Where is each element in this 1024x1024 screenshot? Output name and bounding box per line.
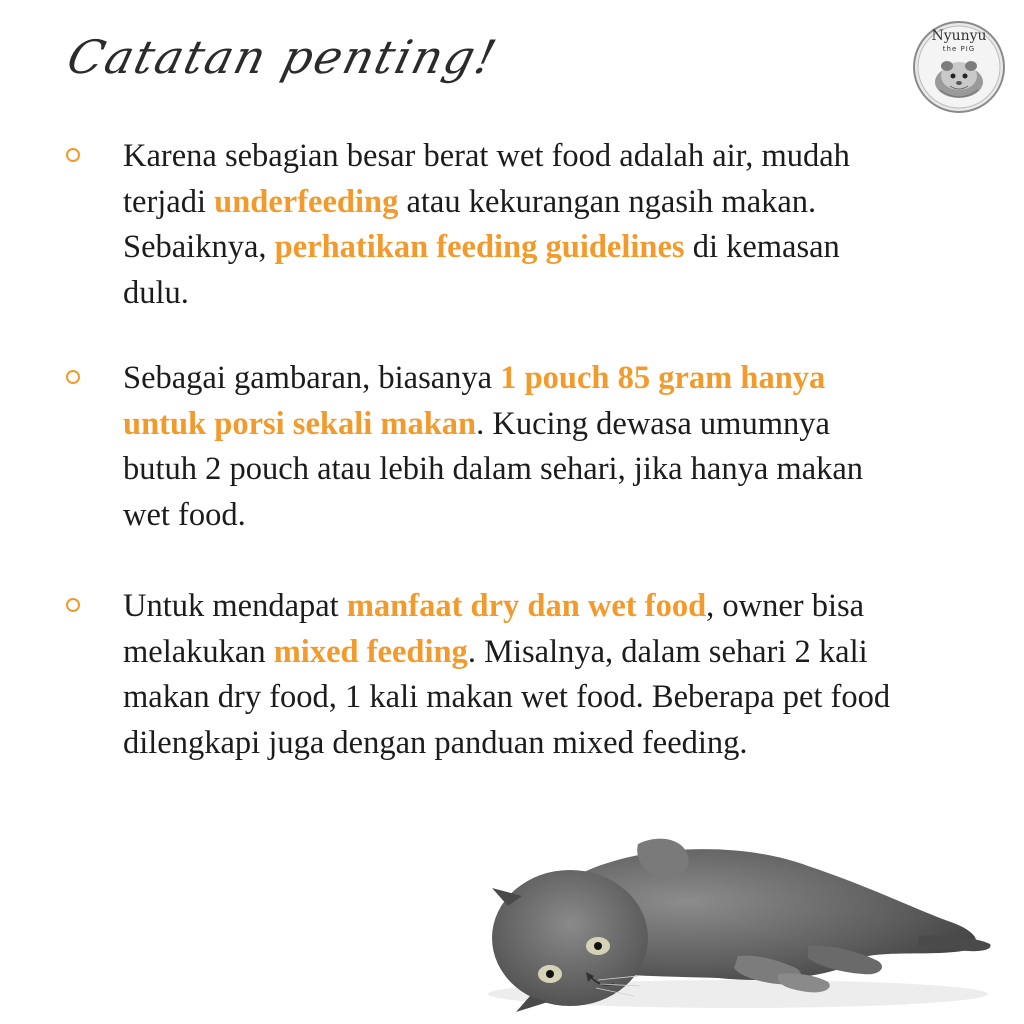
circle-outline-icon	[66, 370, 80, 384]
highlight-segment: 1 pouch 85 gram hanya untuk porsi sekali makan	[123, 360, 826, 442]
text-segment: Karena sebagian besar berat wet food adalah air, mudah terjadi	[123, 138, 850, 220]
highlight-segment: underfeeding	[214, 183, 399, 220]
bullet-text	[123, 584, 903, 766]
text-segment: Untuk mendapat	[123, 588, 347, 624]
circle-outline-icon	[66, 148, 80, 162]
page-title: Catatan penting!	[62, 30, 504, 84]
text-segment: , owner bisa melakukan	[123, 588, 865, 670]
circle-outline-icon	[66, 598, 80, 612]
text-segment: di kemasan dulu.	[123, 229, 840, 311]
bullet-text	[123, 134, 903, 316]
text-segment: Sebagai gambaran, biasanya	[123, 360, 501, 396]
text-segment: . Kucing dewasa umumnya butuh 2 pouch atau lebih dalam sehari, jika hanya makan wet food.	[123, 405, 864, 533]
cat-lying-photo	[478, 826, 998, 1016]
highlight-segment: mixed feeding	[273, 633, 468, 670]
highlight-segment: perhatikan feeding guidelines	[274, 229, 685, 265]
text-segment: . Misalnya, dalam sehari 2 kali makan dry food, 1 kali makan wet food. Beberapa pet food dilengkapi juga dengan panduan mixed feeding.	[123, 633, 891, 761]
bullet-text	[123, 356, 903, 538]
text-segment: atau kekurangan ngasih makan. Sebaiknya,	[123, 183, 817, 265]
highlight-segment: manfaat dry dan wet food	[346, 588, 707, 624]
brand-logo	[912, 20, 1006, 114]
logo-name: Nyunyu	[931, 28, 987, 44]
logo-subtitle: the PIG	[942, 45, 976, 53]
